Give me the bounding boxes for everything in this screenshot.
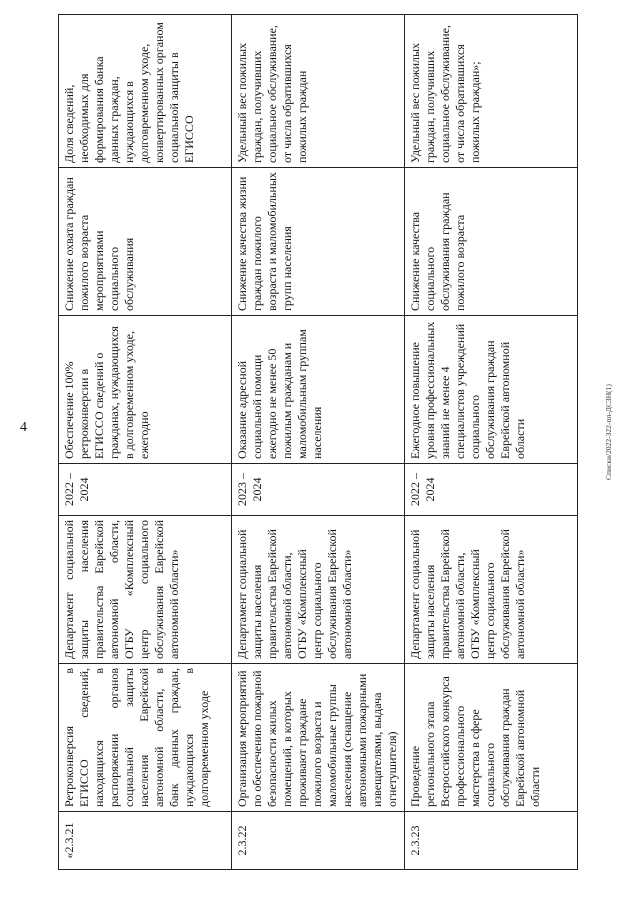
table-row <box>405 15 578 870</box>
rotated-table-container <box>58 15 598 870</box>
row-number: 2.3.23 <box>405 812 578 870</box>
program-measures-table <box>58 14 578 870</box>
period-cell: 2022 – 2024 <box>59 464 232 516</box>
result-cell: Обеспечение 100% ретроконверсии в ЕГИССО сведений о гражданах, нуждающихся в долговременном уходе, ежегодно <box>59 316 232 464</box>
event-cell: Организация мероприятий по обеспечению пожарной безопасности жилых помещений, в которых проживают граждане пожилого возраста и маломобильные группы населения (оснащение автономными пожарными извещателями, выдача огнетушителя) <box>232 664 405 812</box>
effect-cell: Снижение качества жизни граждан пожилого возраста и маломобильных групп населения <box>232 168 405 316</box>
table-row <box>59 15 232 870</box>
effect-cell: Снижение качества социального обслуживания граждан пожилого возраста <box>405 168 578 316</box>
document-code: Списки/2022-322-пп-ДСЗН(1) <box>604 384 613 480</box>
period-cell: 2023 – 2024 <box>232 464 405 516</box>
result-cell: Оказание адресной социальной помощи ежегодно не менее 50 пожилым гражданам и маломобильным группам населения <box>232 316 405 464</box>
table-row <box>232 15 405 870</box>
executor-cell: Департамент социальной защиты населения правительства Еврейской автономной области, ОГБУ «Комплексный центр социального обслуживания Еврейской автономной области» <box>405 516 578 664</box>
indicator-cell: Удельный вес пожилых граждан, получивших социальное обслуживание, от числа обратившихся пожилых граждан»; <box>405 15 578 168</box>
indicator-cell: Доля сведений, необходимых для формирования банка данных граждан, нуждающихся в долговременном уходе, конвертированных органом социальной защиты в ЕГИССО <box>59 15 232 168</box>
row-number: 2.3.22 <box>232 812 405 870</box>
period-cell: 2022 – 2024 <box>405 464 578 516</box>
result-cell: Ежегодное повышение уровня профессиональных знаний не менее 4 специалистов учреждений социального обслуживания граждан Еврейской автономной области <box>405 316 578 464</box>
executor-cell: Департамент социальной защиты населения правительства Еврейской автономной области, ОГБУ «Комплексный центр социального обслуживания Еврейской автономной области» <box>59 516 232 664</box>
indicator-cell: Удельный вес пожилых граждан, получивших социальное обслуживание, от числа обратившихся пожилых граждан <box>232 15 405 168</box>
page-number: 4 <box>20 420 27 435</box>
event-cell: Ретроконверсия в ЕГИССО сведений, находящихся в распоряжении органов социальной защиты населения Еврейской автономной области, в банк данных граждан, нуждающихся в долговременном уходе <box>59 664 232 812</box>
effect-cell: Снижение охвата граждан пожилого возраста мероприятиями социального обслуживания <box>59 168 232 316</box>
row-number: «2.3.21 <box>59 812 232 870</box>
event-cell: Проведение регионального этапа Всероссийского конкурса профессионального мастерства в сфере социального обслуживания граждан Еврейской автономной области <box>405 664 578 812</box>
executor-cell: Департамент социальной защиты населения правительства Еврейской автономной области, ОГБУ «Комплексный центр социального обслуживания Еврейской автономной области» <box>232 516 405 664</box>
